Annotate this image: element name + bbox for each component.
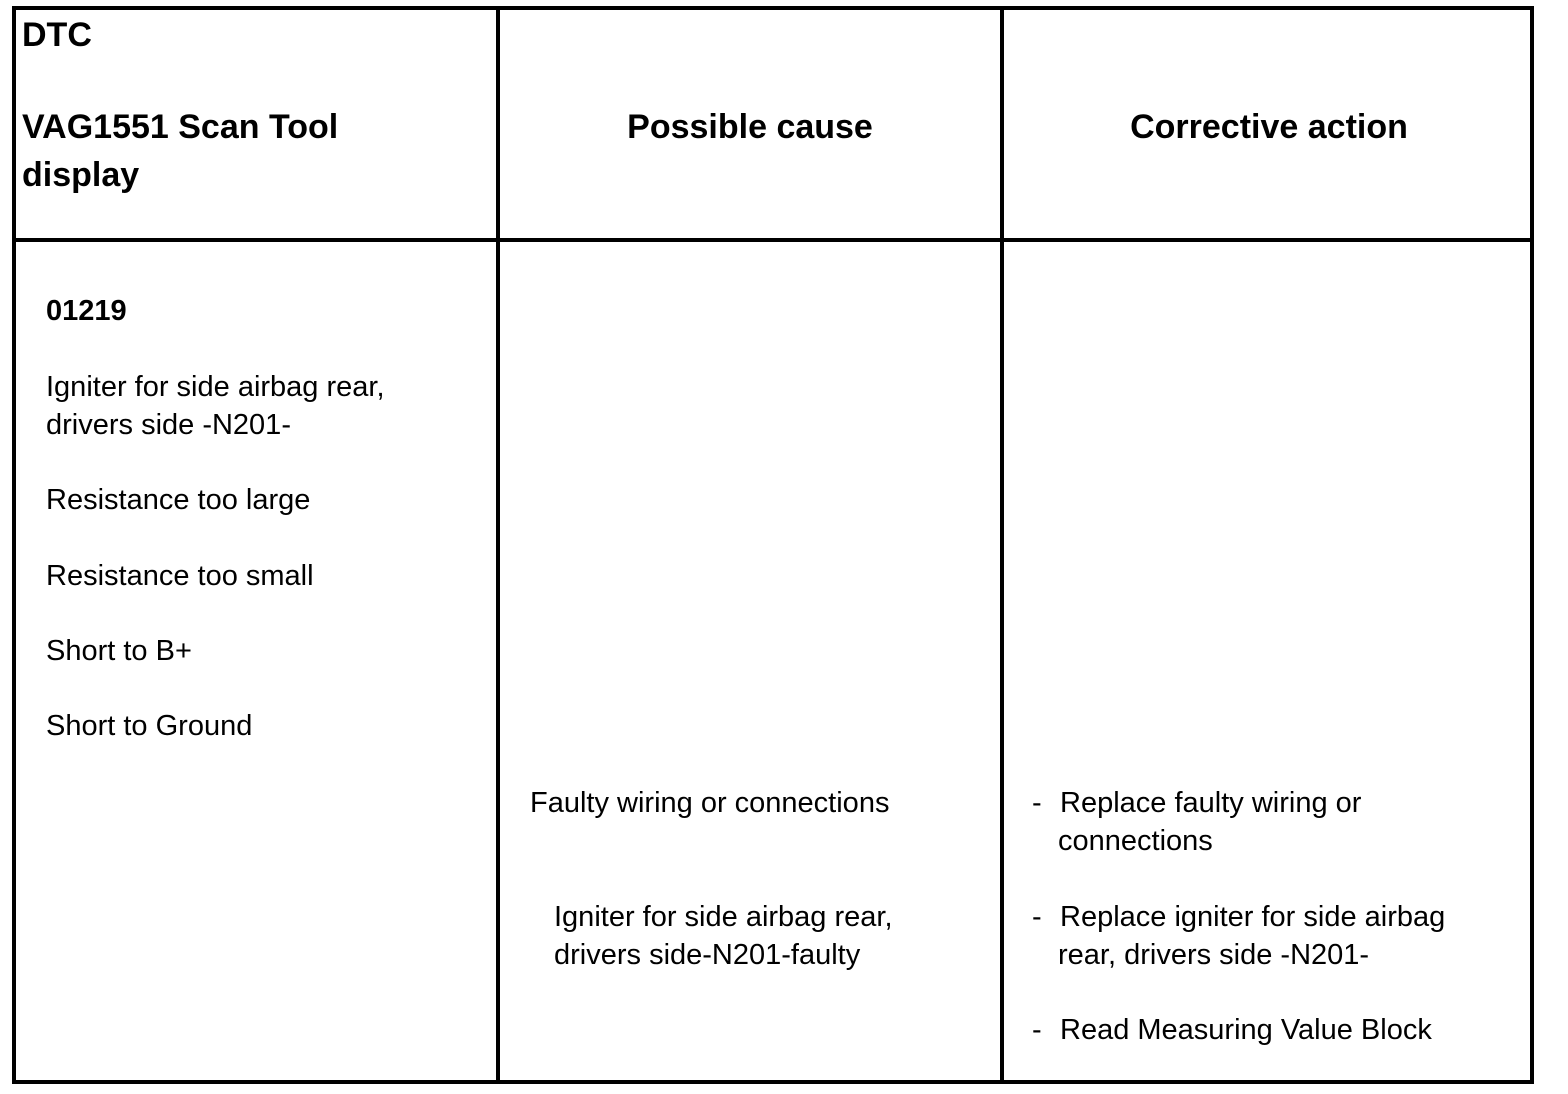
action-item-line1: Replace faulty wiring or (1060, 787, 1362, 819)
fault-item: Resistance too large (46, 484, 311, 516)
action-item-line2: connections (1058, 825, 1213, 857)
fault-item: Short to B+ (46, 635, 192, 667)
cause-item-line2: drivers side-N201-faulty (554, 939, 861, 971)
header-scan-tool-line2: display (22, 156, 140, 194)
action-bullet: - (1032, 787, 1042, 819)
action-item-line1: Replace igniter for side airbag (1060, 901, 1446, 933)
fault-item: Short to Ground (46, 710, 253, 742)
header-corrective-action: Corrective action (1130, 108, 1408, 146)
cause-item-line1: Igniter for side airbag rear, (554, 901, 893, 933)
header-divider (16, 238, 1530, 242)
cause-item-line1: Faulty wiring or connections (530, 787, 890, 819)
action-bullet: - (1032, 901, 1042, 933)
dtc-code: 01219 (46, 295, 127, 327)
dtc-description-line1: Igniter for side airbag rear, (46, 371, 385, 403)
header-scan-tool-line1: VAG1551 Scan Tool (22, 108, 339, 146)
column-divider (496, 10, 500, 1080)
dtc-table (12, 6, 1534, 1084)
header-dtc: DTC (22, 16, 92, 54)
dtc-description-line2: drivers side -N201- (46, 409, 291, 441)
fault-item: Resistance too small (46, 560, 314, 592)
action-item-line2: rear, drivers side -N201- (1058, 939, 1370, 971)
column-divider (1000, 10, 1004, 1080)
action-item-line1: Read Measuring Value Block (1060, 1014, 1432, 1046)
header-possible-cause: Possible cause (627, 108, 873, 146)
action-bullet: - (1032, 1014, 1042, 1046)
